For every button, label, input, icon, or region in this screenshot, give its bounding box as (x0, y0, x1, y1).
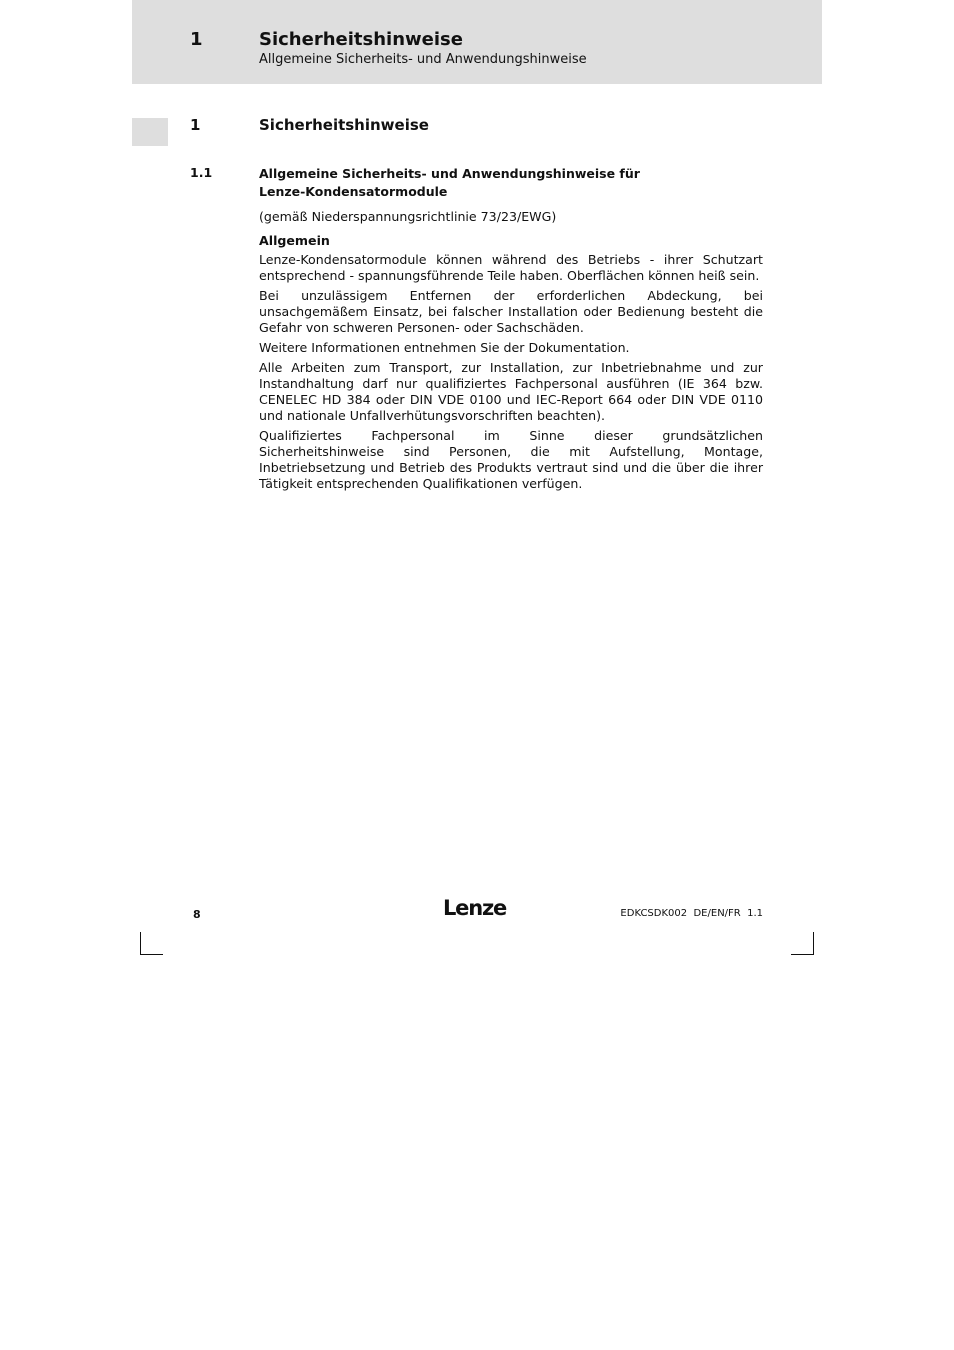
paragraph-4: Alle Arbeiten zum Transport, zur Installation, zur Inbetriebnahme und zur Instandhaltung darf nur qualifiziertes Fachpersonal ausführen (IE 364 bzw. CENELEC HD 384 oder DIN VDE 0100 und IEC-Report 664 oder DIN VDE 0110 und nationale Unfallverhütungsvorschriften beachten). (259, 360, 763, 423)
paragraph-5: Qualifiziertes Fachpersonal im Sinne dieser grundsätzlichen Sicherheitshinweise sind Personen, die mit Aufstellung, Montage, Inbetriebsetzung und Betrieb des Produkts vertraut sind und die über die ihrer Tätigkeit entsprechenden Qualifikationen verfügen. (259, 428, 763, 491)
subsection-title-line-1: Allgemeine Sicherheits- und Anwendungshinweise für (259, 166, 640, 181)
page-number: 8 (193, 908, 201, 921)
subsection-number: 1.1 (190, 165, 213, 180)
header-chapter-number: 1 (190, 29, 203, 50)
crop-mark-right (791, 932, 814, 955)
chapter-side-tab (132, 118, 168, 146)
subsection-title-line-2: Lenze-Kondensatormodule (259, 184, 448, 199)
header-band (132, 0, 822, 84)
paragraph-3: Weitere Informationen entnehmen Sie der Dokumentation. (259, 340, 630, 355)
section-title: Sicherheitshinweise (259, 116, 429, 134)
body-content (259, 209, 763, 496)
crop-mark-left (140, 932, 163, 955)
subsection-title (259, 165, 763, 201)
paragraph-2: Bei unzulässigem Entfernen der erforderlichen Abdeckung, bei unsachgemäßem Einsatz, bei falscher Installation oder Bedienung besteht die Gefahr von schweren Personen- oder Sachschäden. (259, 288, 763, 335)
paragraph-1: Lenze-Kondensatormodule können während des Betriebs - ihrer Schutzart entsprechend - spannungsführende Teile haben. Oberflächen können heiß sein. (259, 252, 763, 283)
subheading-allgemein: Allgemein (259, 233, 330, 248)
section-number: 1 (190, 116, 201, 134)
lenze-logo: Lenze (443, 896, 507, 920)
directive-note: (gemäß Niederspannungsrichtlinie 73/23/EWG) (259, 209, 557, 224)
header-chapter-title: Sicherheitshinweise (259, 29, 463, 50)
header-subtitle: Allgemeine Sicherheits- und Anwendungshinweise (259, 52, 587, 67)
document-id: EDKCSDK002 DE/EN/FR 1.1 (620, 908, 763, 919)
